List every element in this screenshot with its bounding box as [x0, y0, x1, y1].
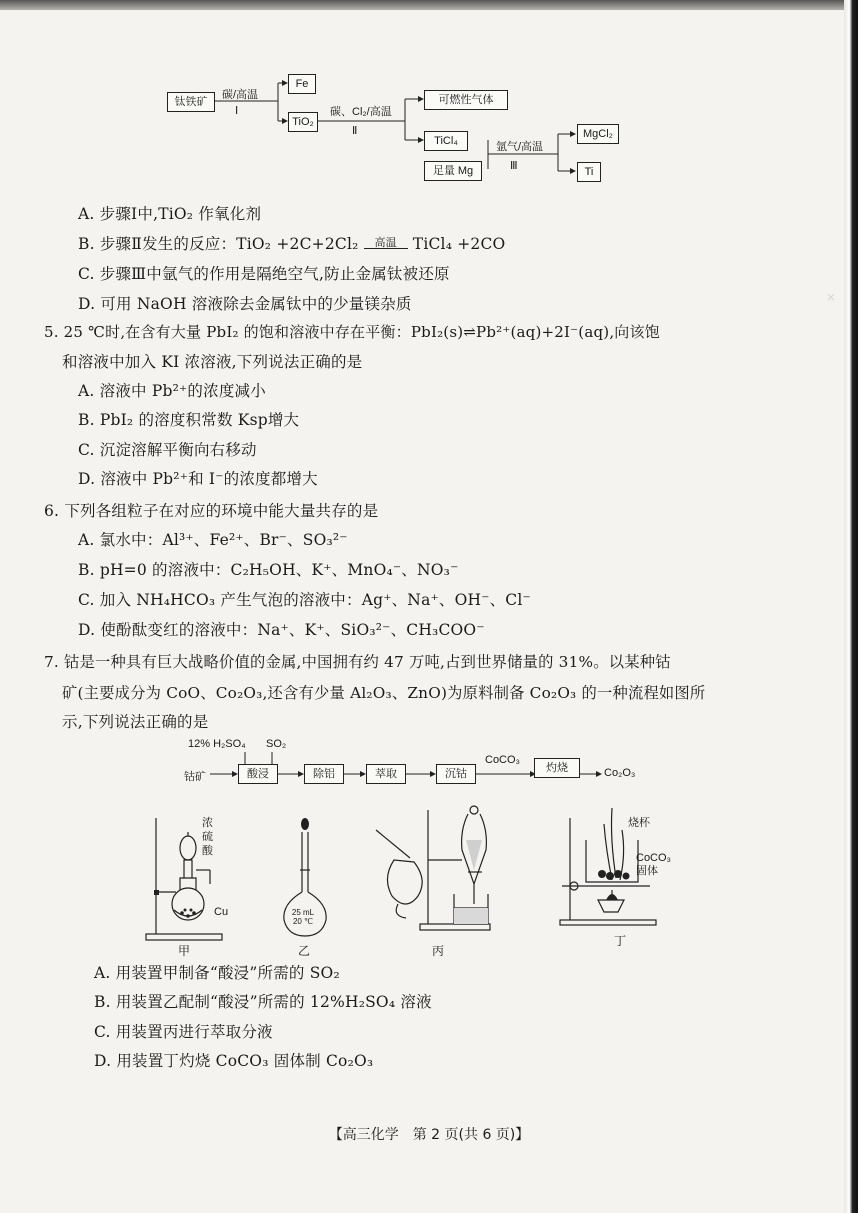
apparatus-bing-label: 丙: [432, 944, 445, 958]
bleed-mark: ×: [826, 290, 837, 304]
flow1-step3-num: Ⅲ: [510, 160, 518, 172]
flow2-step-remove-al: 除铝: [304, 764, 344, 784]
q4-option-b: [78, 234, 505, 254]
flow1-mgcl2-box: MgCl₂: [577, 124, 619, 144]
q4-option-b-pre: B. 步骤Ⅱ发生的反应：TiO₂ +2C+2Cl₂: [78, 235, 359, 253]
apparatus-jia-cu-label: Cu: [214, 906, 229, 918]
flow1-ti-box: Ti: [577, 162, 601, 182]
apparatus-yi-label: 乙: [298, 944, 311, 958]
apparatus-jia-acid-label: 浓硫酸: [202, 817, 213, 857]
apparatus-ding-label: 丁: [614, 934, 627, 948]
flow1-ore-box: 钛铁矿: [167, 92, 215, 112]
q7-option-a: A. 用装置甲制备“酸浸”所需的 SO₂: [94, 964, 340, 982]
q5-stem-line1: 5. 25 ℃时,在含有大量 PbI₂ 的饱和溶液中存在平衡：PbI₂(s)⇌Pb²⁺(aq)+2I⁻(aq),向该饱: [44, 323, 660, 341]
scan-edge-right: [844, 0, 858, 1213]
q4-option-c: C. 步骤Ⅲ中氩气的作用是隔绝空气,防止金属钛被还原: [78, 265, 450, 283]
q5-option-d: D. 溶液中 Pb²⁺和 I⁻的浓度都增大: [78, 470, 318, 488]
apparatus-yi-flask-label: 25 mL 20 ℃: [291, 908, 315, 926]
q6-stem: 6. 下列各组粒子在对应的环境中能大量共存的是: [44, 502, 379, 520]
flow2-ore-label: 钴矿: [184, 771, 206, 783]
apparatus-ding-solid-label: CoCO₃ 固体: [636, 852, 672, 877]
flow1-step1-num: Ⅰ: [235, 105, 239, 117]
flow1-fe-box: Fe: [288, 74, 316, 94]
q7-stem-line3: 示,下列说法正确的是: [62, 713, 209, 731]
reaction-arrow: [364, 236, 408, 249]
flow1-step2-cond: 碳、Cl₂/高温: [330, 106, 392, 118]
flow2-h2so4-label: 12% H₂SO₄: [188, 738, 246, 750]
flow2-step-extract: 萃取: [366, 764, 406, 784]
q6-option-a: A. 氯水中：Al³⁺、Fe²⁺、Br⁻、SO₃²⁻: [78, 531, 348, 549]
apparatus-ding-beaker-label: 烧杯: [628, 817, 650, 829]
flow2-product-label: Co₂O₃: [604, 767, 636, 779]
q4-option-d: D. 可用 NaOH 溶液除去金属钛中的少量镁杂质: [78, 295, 412, 313]
flow2-step-calcine: 灼烧: [534, 758, 580, 778]
q6-option-c: C. 加入 NH₄HCO₃ 产生气泡的溶液中：Ag⁺、Na⁺、OH⁻、Cl⁻: [78, 591, 531, 609]
apparatus-jia: [140, 810, 240, 945]
q5-option-b: B. PbI₂ 的溶度积常数 Ksp增大: [78, 411, 300, 429]
flow2-step-acid-leach: 酸浸: [238, 764, 278, 784]
apparatus-bing-separatory: [370, 800, 500, 940]
q5-stem-line2: 和溶液中加入 KI 浓溶液,下列说法正确的是: [62, 353, 363, 371]
flow1-mg-box: 足量 Mg: [424, 161, 482, 181]
apparatus-jia-label: 甲: [178, 944, 191, 958]
q7-option-d: D. 用装置丁灼烧 CoCO₃ 固体制 Co₂O₃: [94, 1052, 374, 1070]
flow1-step2-num: Ⅱ: [352, 125, 358, 137]
q7-option-c: C. 用装置丙进行萃取分液: [94, 1023, 273, 1041]
flow1-gas-box: 可燃性气体: [424, 90, 508, 110]
q7-option-b: B. 用装置乙配制“酸浸”所需的 12%H₂SO₄ 溶液: [94, 993, 432, 1011]
flow1-ticl4-box: TiCl₄: [424, 131, 468, 151]
q5-option-c: C. 沉淀溶解平衡向右移动: [78, 441, 257, 459]
flow2-step-precipitate: 沉钴: [436, 764, 476, 784]
q4-option-b-post: TiCl₄ +2CO: [412, 235, 506, 253]
q7-stem-line1: 7. 钴是一种具有巨大战略价值的金属,中国拥有约 47 万吨,占到世界储量的 31%。以某种钴: [44, 653, 671, 671]
q6-option-b: B. pH=0 的溶液中：C₂H₅OH、K⁺、MnO₄⁻、NO₃⁻: [78, 561, 459, 579]
flow1-tio2-box: TiO₂: [288, 112, 318, 132]
scan-edge-top: [0, 0, 858, 10]
q6-option-d: D. 使酚酞变红的溶液中：Na⁺、K⁺、SiO₃²⁻、CH₃COO⁻: [78, 621, 485, 639]
titanium-flow-diagram: [160, 66, 630, 186]
page-footer: 【高三化学 第 2 页(共 6 页)】: [328, 1127, 530, 1143]
flow2-so2-label: SO₂: [266, 738, 287, 750]
flow1-step3-cond: 氩气/高温: [496, 141, 544, 153]
q5-option-a: A. 溶液中 Pb²⁺的浓度减小: [78, 382, 266, 400]
q4-option-a: A. 步骤Ⅰ中,TiO₂ 作氧化剂: [78, 205, 262, 223]
q7-stem-line2: 矿(主要成分为 CoO、Co₂O₃,还含有少量 Al₂O₃、ZnO)为原料制备 Co₂O₃ 的一种流程如图所: [62, 684, 706, 702]
flow2-coco3-label: CoCO₃: [485, 754, 521, 766]
flow1-step1-cond: 碳/高温: [222, 89, 259, 101]
reaction-condition: 高温: [374, 236, 397, 249]
